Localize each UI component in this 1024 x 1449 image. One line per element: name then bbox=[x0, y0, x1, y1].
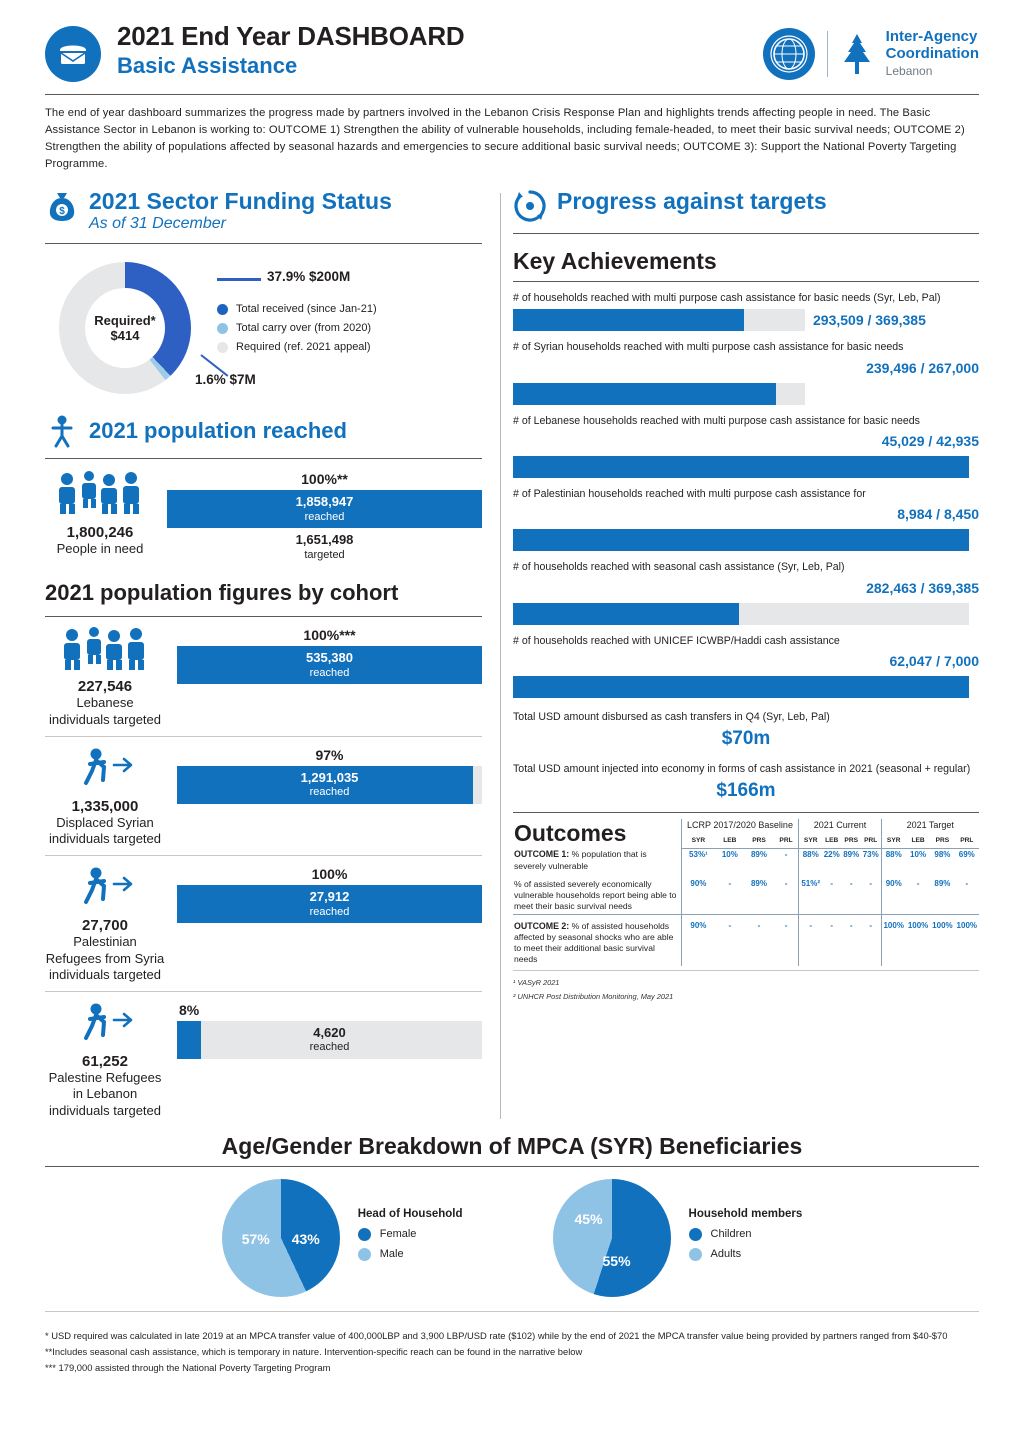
cohort-reached-label: reached bbox=[309, 905, 350, 918]
page-title: 2021 End Year DASHBOARD bbox=[117, 21, 465, 51]
population-targeted bbox=[167, 532, 482, 562]
population-bar bbox=[167, 490, 482, 528]
outcome-name: % of assisted severely economically vulnerable households report being able to meet their basic survival needs bbox=[514, 879, 677, 912]
outcome-value: - bbox=[774, 914, 799, 966]
outcome-value: 100% bbox=[955, 914, 979, 966]
achievement-label: # of households reached with seasonal cash assistance (Syr, Leb, Pal) bbox=[513, 561, 845, 574]
funding-title: 2021 Sector Funding Status bbox=[89, 188, 392, 215]
progress-divider bbox=[513, 233, 979, 234]
outcomes-group-baseline: LCRP 2017/2020 Baseline bbox=[681, 819, 799, 836]
achievement-bar-row bbox=[513, 383, 979, 405]
cohort-label: Palestine Refugees in Lebanon individuals targeted bbox=[48, 1070, 162, 1118]
pie-hoh bbox=[222, 1179, 340, 1297]
people-in-need-label: People in need bbox=[56, 541, 144, 557]
outcomes-sub: PRS bbox=[930, 836, 954, 848]
outcome-value: 22% bbox=[823, 849, 840, 859]
cohort-icon-block bbox=[45, 627, 165, 728]
legend-swatch bbox=[689, 1248, 702, 1261]
outcomes-sub: LEB bbox=[906, 836, 930, 848]
outcomes-title: Outcomes bbox=[514, 820, 627, 847]
pie-slice-value-male: 57% bbox=[241, 1230, 270, 1247]
outcome-value: 53%¹ bbox=[681, 848, 715, 873]
breakdown-title: Age/Gender Breakdown of MPCA (SYR) Beneficiaries bbox=[221, 1132, 803, 1159]
achievement-fill bbox=[513, 603, 739, 625]
cohort-bar-text bbox=[177, 646, 482, 680]
cohort-pct: 100%*** bbox=[303, 627, 356, 644]
outcome-value: 90% bbox=[681, 914, 715, 966]
pie-legend-hoh bbox=[358, 1208, 463, 1268]
outcome-value: 98% bbox=[934, 849, 951, 859]
main-columns bbox=[45, 189, 979, 1119]
outcomes-sub: SYR bbox=[681, 836, 715, 848]
achievement-item bbox=[513, 634, 979, 698]
notes-divider bbox=[45, 1311, 979, 1312]
outcomes-group-current: 2021 Current bbox=[799, 819, 881, 836]
basic-assistance-glyph bbox=[56, 41, 90, 67]
outcomes-sub: PRS bbox=[841, 836, 861, 848]
cohort-pct: 8% bbox=[179, 1002, 200, 1019]
left-column bbox=[45, 189, 500, 1119]
outcome-value: 100% bbox=[930, 914, 954, 966]
cohort-bar bbox=[177, 885, 482, 923]
breakdown-charts bbox=[45, 1179, 979, 1297]
un-globe-glyph bbox=[769, 34, 809, 74]
intro-paragraph: The end of year dashboard summarizes the progress made by partners involved in the Lebanon Crisis Response Plan and highlights trends affecting people in need. The Basic Assistance Sector in Lebanon is working to: OUTCOME 1) Strengthen the ability of vulnerable households, including female-headed, to meet their basic survival needs; OUTCOME 2) Strengthen the ability of populations affected by seasonal hazards and emergencies to secure additional basic survival needs; OUTCOME 3): Support the National Poverty Targeting Programme. bbox=[45, 107, 965, 171]
population-reached-row bbox=[45, 471, 482, 562]
outcome-name-bold: OUTCOME 2: bbox=[514, 920, 570, 931]
cedar-tree-icon bbox=[840, 32, 874, 76]
funding-subtitle: As of 31 December bbox=[89, 215, 226, 233]
footnote-1: * USD required was calculated in late 2019 at an MPCA transfer value of 400,000LBP and 3,900 LBP/USD rate ($102) while by the end of 2021 the MPCA transfer value being provided by partners ranged from $40-$70 bbox=[45, 1329, 948, 1341]
donut-center-label bbox=[85, 288, 165, 368]
header-divider bbox=[45, 94, 979, 95]
achievement-label: # of Syrian households reached with multi purpose cash assistance for basic needs bbox=[513, 341, 904, 354]
cohort-reached-value: 27,912 bbox=[309, 889, 350, 905]
cohort-bar bbox=[177, 766, 482, 804]
achievement-bar-row bbox=[513, 456, 979, 478]
outcome-value: - bbox=[784, 879, 788, 889]
achievement-value: 45,029 / 42,935 bbox=[881, 432, 979, 449]
cohort-reached-value: 1,291,035 bbox=[300, 769, 359, 785]
cohort-pct: 100% bbox=[311, 866, 348, 883]
outcomes-group-header-row bbox=[513, 819, 979, 836]
outcome-value: - bbox=[744, 914, 773, 966]
page-subtitle: Basic Assistance bbox=[117, 53, 298, 79]
outcome-value: 89% bbox=[843, 849, 860, 859]
population-bar-block bbox=[167, 471, 482, 562]
org-line-1: Inter-Agency bbox=[885, 28, 978, 46]
footnote-3: *** 179,000 assisted through the National Poverty Targeting Program bbox=[45, 1361, 331, 1373]
outcomes-divider bbox=[513, 812, 979, 813]
callout-received: 37.9% $200M bbox=[267, 269, 351, 285]
cohort-bar-block bbox=[177, 627, 482, 684]
legend-label: Adults bbox=[710, 1248, 742, 1261]
outcome-value: - bbox=[822, 914, 842, 966]
outcomes-sub: PRL bbox=[774, 836, 799, 848]
table-row bbox=[513, 848, 979, 873]
outcomes-section bbox=[513, 812, 979, 1001]
achievement-label: # of Palestinian households reached with multi purpose cash assistance for bbox=[513, 487, 866, 500]
cohort-label: Lebanese individuals targeted bbox=[48, 695, 162, 727]
outcomes-footnote-2: ² UNHCR Post Distribution Monitoring, May 2021 bbox=[513, 991, 674, 1001]
person-moving-icon bbox=[70, 1002, 140, 1046]
outcome-value: 89% bbox=[750, 879, 767, 889]
achievement-value: 8,984 / 8,450 bbox=[897, 506, 979, 523]
achievement-bar-row bbox=[513, 529, 979, 551]
funding-divider bbox=[45, 243, 482, 244]
person-moving-icon bbox=[70, 747, 140, 791]
achievement-fill bbox=[513, 456, 969, 478]
funding-donut bbox=[59, 262, 191, 394]
key-achievements-divider bbox=[513, 281, 979, 282]
outcomes-tbody bbox=[513, 848, 979, 966]
outcome-value: 89% bbox=[934, 879, 951, 889]
legend-label: Total carry over (from 2020) bbox=[236, 322, 372, 335]
outcome-name-text: % of assisted households affected by seasonal shocks who are able to meet their additional basic survival needs bbox=[514, 920, 674, 965]
cohort-row-prl bbox=[45, 1002, 482, 1119]
cohort-bar bbox=[177, 646, 482, 684]
outcome-name bbox=[513, 914, 681, 966]
outcome-value: 100% bbox=[881, 914, 906, 966]
outcome-value: 73% bbox=[862, 849, 879, 859]
achievement-item bbox=[513, 560, 979, 624]
outcomes-sub: PRL bbox=[955, 836, 979, 848]
pie-legend-members bbox=[689, 1208, 803, 1268]
legend-label: Female bbox=[379, 1228, 417, 1241]
required-value: $414 bbox=[110, 328, 140, 344]
outcomes-group-target: 2021 Target bbox=[881, 819, 979, 836]
cohort-row-prs bbox=[45, 866, 482, 983]
cohort-bar-block bbox=[177, 747, 482, 804]
outcome-value: 90% bbox=[881, 873, 906, 914]
cohorts-title: 2021 population figures by cohort bbox=[45, 580, 399, 606]
cohort-divider bbox=[45, 736, 482, 737]
outcome-value: - bbox=[869, 879, 873, 889]
cohorts-divider bbox=[45, 616, 482, 617]
outcome-name-text: % population that is severely vulnerable bbox=[514, 849, 647, 871]
population-targeted-value: 1,651,498 bbox=[295, 532, 354, 548]
pie-legend-title: Household members bbox=[688, 1207, 803, 1220]
population-divider bbox=[45, 458, 482, 459]
table-row bbox=[513, 914, 979, 966]
cohort-divider bbox=[45, 991, 482, 992]
divider bbox=[827, 31, 828, 77]
legend-item bbox=[689, 1228, 803, 1241]
population-reached-value: 1,858,947 bbox=[295, 494, 354, 510]
pie-legend-title: Head of Household bbox=[357, 1207, 463, 1220]
outcome-value: 10% bbox=[721, 849, 738, 859]
total-q4-value: $70m bbox=[721, 728, 771, 750]
total-year-value: $166m bbox=[716, 780, 776, 802]
cohort-reached-label: reached bbox=[309, 1041, 350, 1054]
outcome-value: - bbox=[784, 849, 788, 859]
pie-slice-value-children: 55% bbox=[602, 1252, 631, 1269]
legend-item bbox=[217, 322, 377, 334]
person-icon bbox=[45, 414, 79, 448]
total-q4-label: Total USD amount disbursed as cash transfers in Q4 (Syr, Leb, Pal) bbox=[513, 710, 830, 723]
org-line-3: Lebanon bbox=[885, 64, 933, 79]
callout-leader-line bbox=[217, 278, 261, 281]
outcome-value: - bbox=[799, 914, 822, 966]
callout-carryover: 1.6% $7M bbox=[195, 372, 256, 388]
achievement-fill bbox=[513, 309, 744, 331]
money-bag-icon bbox=[45, 189, 79, 223]
pie-chart-household-members bbox=[553, 1179, 803, 1297]
target-arrows-icon bbox=[513, 189, 547, 223]
cohort-icon-block bbox=[45, 747, 165, 848]
legend-label: Children bbox=[710, 1228, 752, 1241]
breakdown-divider bbox=[45, 1166, 979, 1167]
outcome-value: - bbox=[861, 914, 881, 966]
outcome-value: 100% bbox=[906, 914, 930, 966]
outcome-value: 89% bbox=[750, 849, 767, 859]
outcome-value: - bbox=[849, 879, 853, 889]
outcomes-footnote-1: ¹ VASyR 2021 bbox=[513, 978, 560, 988]
achievement-fill bbox=[513, 676, 969, 698]
achievement-item bbox=[513, 487, 979, 551]
outcome-value: 88% bbox=[799, 848, 822, 873]
pie-members bbox=[553, 1179, 671, 1297]
cohort-bar-block bbox=[177, 1002, 482, 1059]
outcome-value: - bbox=[965, 879, 969, 889]
cohort-row-syrian bbox=[45, 747, 482, 848]
pie-chart-head-of-household bbox=[222, 1179, 463, 1297]
cohort-bar-text bbox=[177, 1021, 482, 1055]
achievement-label: # of households reached with multi purpose cash assistance for basic needs (Syr, Leb, Pal) bbox=[513, 292, 941, 305]
legend-label: Required (ref. 2021 appeal) bbox=[236, 341, 371, 354]
outcome-name-bold: OUTCOME 1: bbox=[514, 849, 570, 860]
outcome-name bbox=[513, 848, 681, 873]
cohort-divider bbox=[45, 855, 482, 856]
legend-swatch bbox=[358, 1248, 371, 1261]
outcome-value: 88% bbox=[881, 848, 906, 873]
legend-item bbox=[217, 303, 377, 315]
legend-swatch bbox=[217, 342, 228, 353]
cohort-icon-block bbox=[45, 866, 165, 983]
outcomes-sub: SYR bbox=[881, 836, 906, 848]
outcome-value: 51%² bbox=[799, 873, 822, 914]
legend-item bbox=[358, 1248, 463, 1261]
cohort-number: 227,546 bbox=[77, 678, 133, 696]
cohort-reached-value: 4,620 bbox=[313, 1025, 346, 1041]
outcome-value: - bbox=[830, 879, 834, 889]
un-emblem-icon bbox=[763, 28, 815, 80]
legend-item bbox=[217, 341, 377, 353]
outcome-value: - bbox=[841, 914, 861, 966]
population-pct: 100%** bbox=[301, 471, 348, 488]
outcomes-sub: PRS bbox=[744, 836, 773, 848]
org-line-2: Coordination bbox=[885, 45, 979, 63]
achievement-fill bbox=[513, 383, 776, 405]
achievement-value: 62,047 / 7,000 bbox=[889, 652, 979, 669]
achievement-fill bbox=[513, 529, 969, 551]
cohort-pct: 97% bbox=[315, 746, 344, 763]
cohort-number: 61,252 bbox=[82, 1053, 128, 1071]
cohort-number: 1,335,000 bbox=[71, 797, 139, 815]
legend-swatch bbox=[358, 1228, 371, 1241]
outcome-value: - bbox=[715, 914, 744, 966]
family-icon bbox=[58, 627, 152, 671]
org-name bbox=[886, 29, 979, 78]
people-in-need-value: 1,800,246 bbox=[66, 524, 134, 542]
achievement-bar-row bbox=[513, 603, 979, 625]
cohort-reached-label: reached bbox=[309, 786, 350, 799]
achievement-item bbox=[513, 291, 979, 331]
cohort-bar-text bbox=[177, 766, 482, 800]
outcomes-thead bbox=[513, 819, 979, 848]
progress-section-header bbox=[513, 189, 979, 223]
outcome-value: 10% bbox=[910, 849, 927, 859]
cohort-bar-text bbox=[177, 885, 482, 919]
population-reached-label: reached bbox=[304, 510, 345, 523]
progress-title: Progress against targets bbox=[557, 188, 827, 215]
achievement-item bbox=[513, 414, 979, 478]
cohort-reached-label: reached bbox=[309, 666, 350, 679]
pie-slice-value-female: 43% bbox=[291, 1230, 320, 1247]
achievement-value: 282,463 / 369,385 bbox=[866, 579, 979, 596]
page-header bbox=[45, 0, 979, 82]
cohort-reached-value: 535,380 bbox=[306, 650, 353, 666]
population-bar-text bbox=[167, 490, 482, 524]
outcomes-sub: LEB bbox=[822, 836, 842, 848]
outcome-value: - bbox=[916, 879, 920, 889]
required-label: Required* bbox=[94, 313, 156, 329]
legend-label: Male bbox=[379, 1248, 404, 1261]
outcome-value: 69% bbox=[958, 849, 975, 859]
achievement-bar-row bbox=[513, 676, 979, 698]
footnote-2: **Includes seasonal cash assistance, which is temporary in nature. Intervention-specific reach can be found in the narrative below bbox=[45, 1345, 583, 1357]
legend-item bbox=[689, 1248, 803, 1261]
legend-label: Total received (since Jan-21) bbox=[236, 303, 377, 316]
outcomes-table bbox=[513, 819, 979, 966]
achievement-label: # of households reached with UNICEF ICWBP/Haddi cash assistance bbox=[513, 634, 840, 647]
column-divider bbox=[500, 193, 501, 1119]
right-column bbox=[513, 189, 979, 1119]
legend-item bbox=[358, 1228, 463, 1241]
cohort-label: Displaced Syrian individuals targeted bbox=[48, 814, 162, 847]
cohort-number: 27,700 bbox=[82, 917, 128, 935]
pie-slice-value-adults: 45% bbox=[574, 1210, 603, 1227]
achievement-value: 239,496 / 267,000 bbox=[866, 359, 979, 376]
outcome-value: - bbox=[728, 879, 732, 889]
key-achievements-title: Key Achievements bbox=[513, 248, 717, 275]
achievement-value: 293,509 / 369,385 bbox=[813, 312, 926, 329]
svg-text:$: $ bbox=[59, 206, 65, 218]
legend-swatch bbox=[217, 323, 228, 334]
cohort-row-lebanese bbox=[45, 627, 482, 728]
footnotes bbox=[45, 1328, 979, 1375]
legend-swatch bbox=[689, 1228, 702, 1241]
total-year-label: Total USD amount injected into economy in forms of cash assistance in 2021 (seasonal + regular) bbox=[513, 763, 971, 776]
achievement-item bbox=[513, 340, 979, 404]
outcomes-title-cell bbox=[513, 819, 681, 848]
cohort-label: Palestinian Refugees from Syria individuals targeted bbox=[45, 934, 165, 982]
funding-donut-block bbox=[45, 262, 482, 394]
cohort-icon-block bbox=[45, 1002, 165, 1119]
population-targeted-label: targeted bbox=[304, 548, 345, 561]
people-group-block bbox=[45, 471, 155, 557]
person-moving-icon bbox=[70, 866, 140, 910]
table-row bbox=[513, 873, 979, 914]
funding-section-header bbox=[45, 189, 482, 233]
family-group-icon bbox=[53, 471, 147, 515]
achievement-bar-row bbox=[513, 309, 979, 331]
population-reached-title: 2021 population reached bbox=[89, 418, 347, 444]
outcomes-sub: PRL bbox=[861, 836, 881, 848]
org-branding bbox=[763, 28, 979, 80]
cohort-bar bbox=[177, 1021, 482, 1059]
legend-swatch bbox=[217, 304, 228, 315]
funding-legend bbox=[217, 296, 377, 360]
outcomes-sub: LEB bbox=[715, 836, 744, 848]
population-reached-header bbox=[45, 414, 482, 448]
sector-logo-icon bbox=[45, 26, 101, 82]
outcomes-bottom-divider bbox=[513, 970, 979, 971]
outcomes-sub: SYR bbox=[799, 836, 822, 848]
achievement-label: # of Lebanese households reached with multi purpose cash assistance for basic needs bbox=[513, 414, 920, 427]
outcome-value: 90% bbox=[681, 873, 715, 914]
cohort-bar-block bbox=[177, 866, 482, 923]
title-block bbox=[117, 22, 763, 80]
